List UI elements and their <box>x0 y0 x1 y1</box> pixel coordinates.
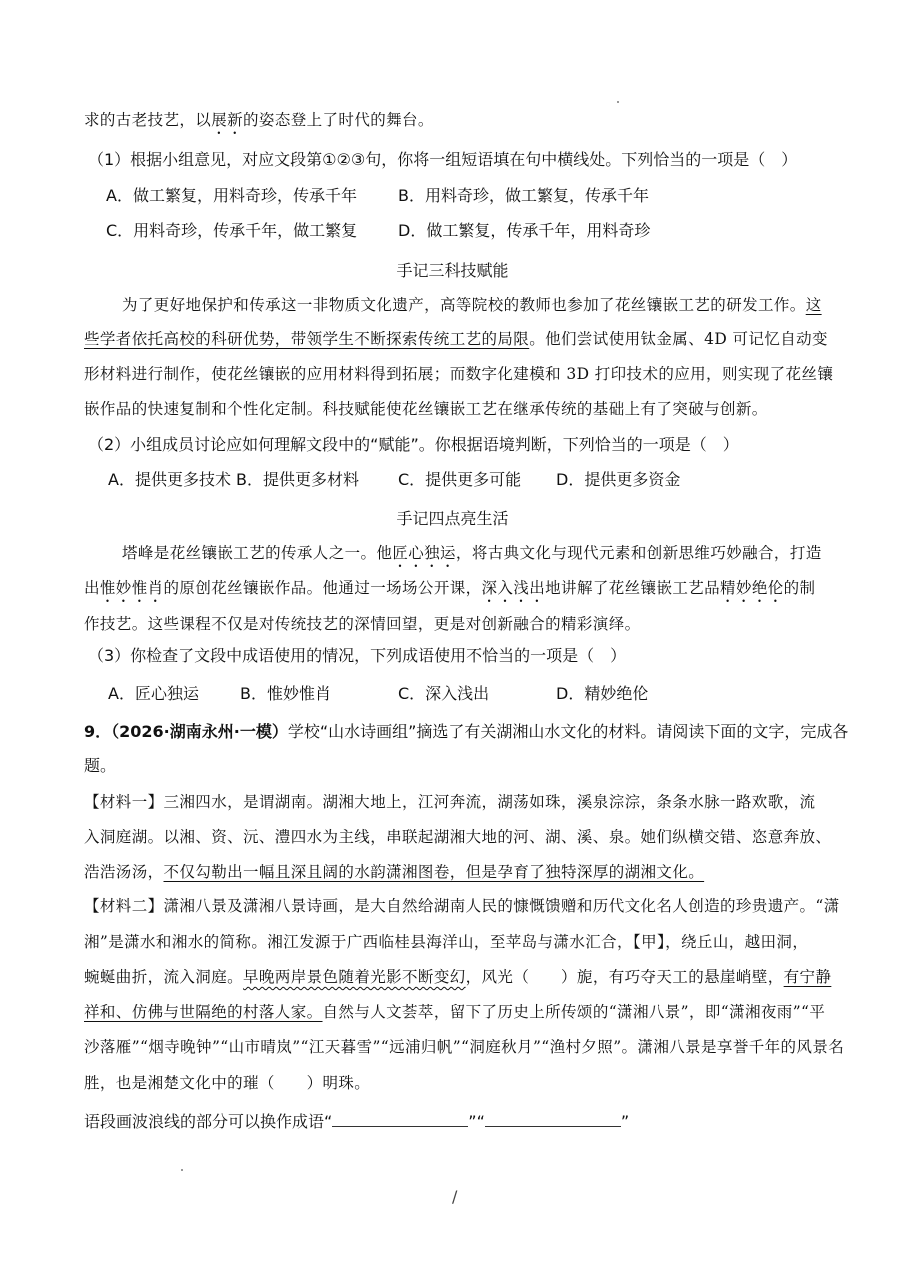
passage-line <box>122 293 822 317</box>
q1-option-a[interactable]: A．做工繁复，用料奇珍，传承千年 <box>106 186 357 205</box>
underlined-text: 这 <box>805 296 822 314</box>
question-9-stem-cont: 题。 <box>84 756 117 775</box>
passage-line: 形材料进行制作，使花丝镶嵌的应用材料得到拓展；而数字化建模和 3D 打印技术的应用，则实现了花丝镶 <box>84 365 834 383</box>
text: 塔峰是花丝镶嵌工艺的传承人之一。他 <box>122 544 393 562</box>
scan-speck <box>181 1169 183 1171</box>
question-number: 9． <box>84 722 112 741</box>
q1-option-c[interactable]: C．用料奇珍，传承千年，做工繁复 <box>106 221 358 240</box>
text: 蜿蜒曲折，流入洞庭。 <box>84 968 244 986</box>
text: ” <box>620 1112 630 1131</box>
q2-option-d[interactable]: D．提供更多资金 <box>556 470 681 489</box>
material-line: 入洞庭湖。以湘、资、沅、澧四水为主线，串联起湖湘大地的河、湖、溪、泉。她们纵横交错、恣意奔放、 <box>84 828 832 846</box>
passage-line <box>84 327 828 351</box>
section-title-4: 手记四点亮生活 <box>396 509 509 528</box>
underlined-text: 不仅勾勒出一幅且深且阔的水韵潇湘图卷，但是孕育了独特深厚的湖湘文化。 <box>163 863 705 881</box>
text: 学校“山水诗画组”摘选了有关湖湘山水文化的材料。请阅读下面的文字，完成各 <box>287 722 849 741</box>
text: 语段画波浪线的部分可以换作成语“ <box>84 1112 333 1131</box>
text: 的姿态登上了时代的舞台。 <box>243 111 434 129</box>
question-source: （2026·湖南永州·一模） <box>111 722 288 741</box>
text: 出 <box>84 579 100 597</box>
underlined-text: 些学者依托高校的科研优势，带领学生不断探索传统工艺的局限 <box>84 330 530 348</box>
question-3-stem: （3）你检查了文段中成语使用的情况，下列成语使用不恰当的一项是（ ） <box>88 646 627 665</box>
passage-line <box>84 576 815 606</box>
text: ，风光（ ）旎，有巧夺天工的悬崖峭壁， <box>465 968 784 986</box>
fill-in-line <box>84 1110 629 1134</box>
question-2-stem: （2）小组成员讨论应如何理解文段中的“赋能”。你根据语境判断，下列恰当的一项是（ ） <box>88 435 739 454</box>
q1-option-d[interactable]: D．做工繁复，传承千年，用料奇珍 <box>398 221 651 240</box>
material-line <box>84 860 704 884</box>
material-line <box>84 965 831 989</box>
text: ”“ <box>468 1112 485 1131</box>
text: 浩浩汤汤， <box>84 863 164 881</box>
q2-option-a[interactable]: A．提供更多技术 <box>108 470 231 489</box>
passage-line <box>122 541 822 571</box>
q3-option-d[interactable]: D．精妙绝伦 <box>556 684 649 703</box>
q3-option-b[interactable]: B．惟妙惟肖 <box>240 684 331 703</box>
dotted-text: 深入浅出 <box>481 579 546 597</box>
answer-blank-1[interactable] <box>332 1110 468 1127</box>
dotted-text: 精妙绝伦 <box>720 579 784 597</box>
underlined-text: 祥和、仿佛与世隔绝的村落人家。 <box>84 1003 323 1021</box>
passage-line: 作技艺。这些课程不仅是对传统技艺的深情回望，更是对创新融合的精彩演绎。 <box>84 615 641 633</box>
material-line <box>84 1000 825 1024</box>
q3-option-a[interactable]: A．匠心独运 <box>108 684 199 703</box>
material-line: 胜，也是湘楚文化中的璀（ ）明珠。 <box>84 1074 371 1092</box>
question-9-stem <box>84 720 848 744</box>
dotted-text: 匠心独运 <box>392 544 456 562</box>
text: 自然与人文荟萃，留下了历史上所传颂的“潇湘八景”，即“潇湘夜雨”“平 <box>322 1003 826 1021</box>
passage-line: 嵌作品的快速复制和个性化定制。科技赋能使花丝镶嵌工艺在继承传统的基础上有了突破与创新。 <box>84 400 768 418</box>
underlined-text: 有宁静 <box>783 968 832 986</box>
q1-option-b[interactable]: B．用料奇珍，做工繁复，传承千年 <box>398 186 649 205</box>
text: 地讲解了花丝镶嵌工艺品 <box>545 579 721 597</box>
text: 求的古老技艺，以 <box>84 111 212 129</box>
text: 为了更好地保护和传承这一非物质文化遗产，高等院校的教师也参加了花丝镶嵌工艺的研发工作。 <box>122 296 806 314</box>
passage-line <box>84 108 434 138</box>
text: ，将古典文化与现代元素和创新思维巧妙融合，打造 <box>455 544 822 562</box>
wavy-underlined-text: 早晚两岸景色随着光影不断变幻 <box>243 968 466 986</box>
material-line: 【材料一】三湘四水，是谓湖南。湖湘大地上，江河奔流，湖荡如珠，溪泉淙淙，条条水脉一路欢歌，流 <box>84 793 816 811</box>
material-line: 湘”是潇水和湘水的简称。湘江发源于广西临桂县海洋山，至苹岛与潇水汇合，【甲】，绕丘山，越田洞， <box>84 933 809 951</box>
material-line: 沙落雁”“烟寺晚钟”“山市晴岚”“江天暮雪”“远浦归帆”“洞庭秋月”“渔村夕照”。潇湘八景是享誉千年的风景名 <box>84 1038 845 1056</box>
page-mark: / <box>452 1187 458 1206</box>
dotted-text: 惟妙惟肖 <box>99 579 164 597</box>
question-1-stem: （1）根据小组意见，对应文段第①②③句，你将一组短语填在句中横线处。下列恰当的一项是（ ） <box>88 150 798 169</box>
text: 的制 <box>783 579 816 597</box>
scan-speck <box>617 101 619 103</box>
q2-option-b[interactable]: B．提供更多材料 <box>236 470 359 489</box>
q3-option-c[interactable]: C．深入浅出 <box>398 684 490 703</box>
section-title-3: 手记三科技赋能 <box>396 261 509 280</box>
material-line: 【材料二】潇湘八景及潇湘八景诗画，是大自然给湖南人民的慷慨馈赠和历代文化名人创造的珍贵遗产。“潇 <box>84 897 840 915</box>
dotted-text: 展新 <box>211 111 244 129</box>
text: 。他们尝试使用钛金属、4D 可记忆自动变 <box>529 330 828 348</box>
answer-blank-2[interactable] <box>485 1110 621 1127</box>
q2-option-c[interactable]: C．提供更多可能 <box>398 470 522 489</box>
text: 的原创花丝镶嵌作品。他通过一场场公开课， <box>163 579 482 597</box>
